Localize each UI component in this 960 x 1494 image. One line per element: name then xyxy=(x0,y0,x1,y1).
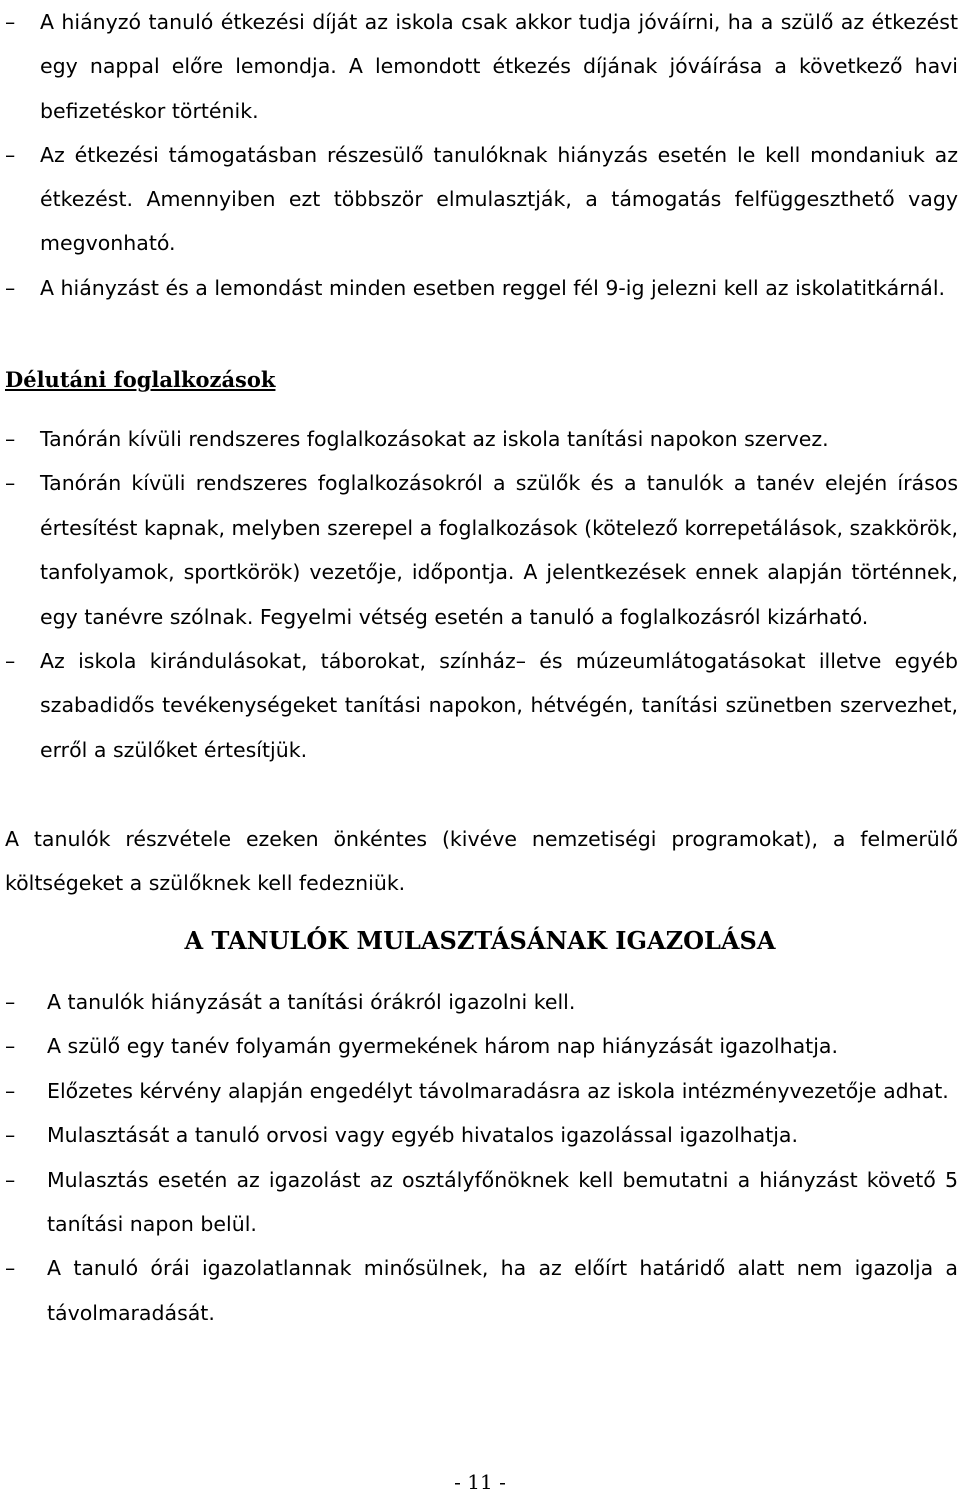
list-item-text: Tanórán kívüli rendszeres foglalkozásokat az iskola tanítási napokon szervez. xyxy=(40,427,829,451)
dash-bullet-icon: – xyxy=(5,10,16,34)
list-item-text: A szülő egy tanév folyamán gyermekének három nap hiányzását igazolhatja. xyxy=(47,1034,838,1059)
list-item-text: Az iskola kirándulásokat, táborokat, színház– és múzeumlátogatásokat illetve egyéb szabadidős tevékenységeket tanítási napokon, hétvégén, tanítási szünetben szervezhet, erről a szülőket értesítjük. xyxy=(40,649,958,762)
dash-bullet-icon: – xyxy=(5,471,16,496)
section-heading: Délutáni foglalkozások xyxy=(5,367,276,392)
list-item xyxy=(5,980,958,1024)
list-item xyxy=(5,1024,958,1068)
list-item xyxy=(5,0,958,133)
page-number: - 11 - xyxy=(454,1470,506,1494)
list-item-text: Tanórán kívüli rendszeres foglalkozásokról a szülők és a tanulók a tanév elején írásos értesítést kapnak, melyben szerepel a foglalkozások (kötelező korrepetálások, szakkörök, tanfolyamok, sportkörök) vezetője, időpontja. A jelentkezések ennek alapján történnek, egy tanévre szólnak. Fegyelmi vétség esetén a tanuló a foglalkozásról kizárható. xyxy=(40,471,958,629)
list-item xyxy=(5,1069,958,1113)
dash-bullet-icon: – xyxy=(5,1034,16,1059)
list-item-text: A tanulók hiányzását a tanítási órákról igazolni kell. xyxy=(47,990,576,1014)
list-item xyxy=(5,417,958,461)
list-item-text: Mulasztását a tanuló orvosi vagy egyéb hivatalos igazolással igazolhatja. xyxy=(47,1123,799,1148)
afternoon-activities-list xyxy=(5,417,958,772)
list-item xyxy=(5,266,958,310)
list-item xyxy=(5,1246,958,1335)
dash-bullet-icon: – xyxy=(5,990,16,1014)
list-item-text: A hiányzó tanuló étkezési díját az iskola csak akkor tudja jóváírni, ha a szülő az étkezést egy nappal előre lemondja. A lemondott étkezés díjának jóváírása a következő havi befizetéskor történik. xyxy=(40,10,958,123)
absence-rules-list xyxy=(5,980,958,1335)
dash-bullet-icon: – xyxy=(5,142,16,167)
dash-bullet-icon: – xyxy=(5,1256,16,1281)
list-item-text: Előzetes kérvény alapján engedélyt távolmaradásra az iskola intézményvezetője adhat. xyxy=(47,1078,949,1103)
list-item xyxy=(5,1113,958,1157)
dash-bullet-icon: – xyxy=(5,275,16,300)
dash-bullet-icon: – xyxy=(5,427,16,451)
section-title: A TANULÓK MULASZTÁSÁNAK IGAZOLÁSA xyxy=(184,926,776,955)
list-item-text: Mulasztás esetén az igazolást az osztályfőnöknek kell bemutatni a hiányzást követő 5 tanítási napon belül. xyxy=(47,1167,958,1237)
dash-bullet-icon: – xyxy=(5,1167,16,1192)
list-item xyxy=(5,133,958,266)
list-item xyxy=(5,1158,958,1247)
list-item-text: A tanuló órái igazolatlannak minősülnek, ha az előírt határidő alatt nem igazolja a távolmaradását. xyxy=(47,1256,958,1325)
dash-bullet-icon: – xyxy=(5,1078,16,1103)
list-item xyxy=(5,461,958,639)
dash-bullet-icon: – xyxy=(5,649,16,674)
list-item-text: Az étkezési támogatásban részesülő tanulóknak hiányzás esetén le kell mondaniuk az étkezést. Amennyiben ezt többször elmulasztják, a támogatás felfüggeszthető vagy megvonható. xyxy=(40,142,958,256)
meal-rules-list xyxy=(5,0,958,310)
participation-paragraph: A tanulók részvétele ezeken önkéntes (kivéve nemzetiségi programokat), a felmerülő költségeket a szülőknek kell fedezniük. xyxy=(5,827,958,896)
list-item-text: A hiányzást és a lemondást minden esetben reggel fél 9-ig jelezni kell az iskolatitkárnál. xyxy=(40,275,946,300)
dash-bullet-icon: – xyxy=(5,1123,16,1148)
list-item xyxy=(5,639,958,772)
